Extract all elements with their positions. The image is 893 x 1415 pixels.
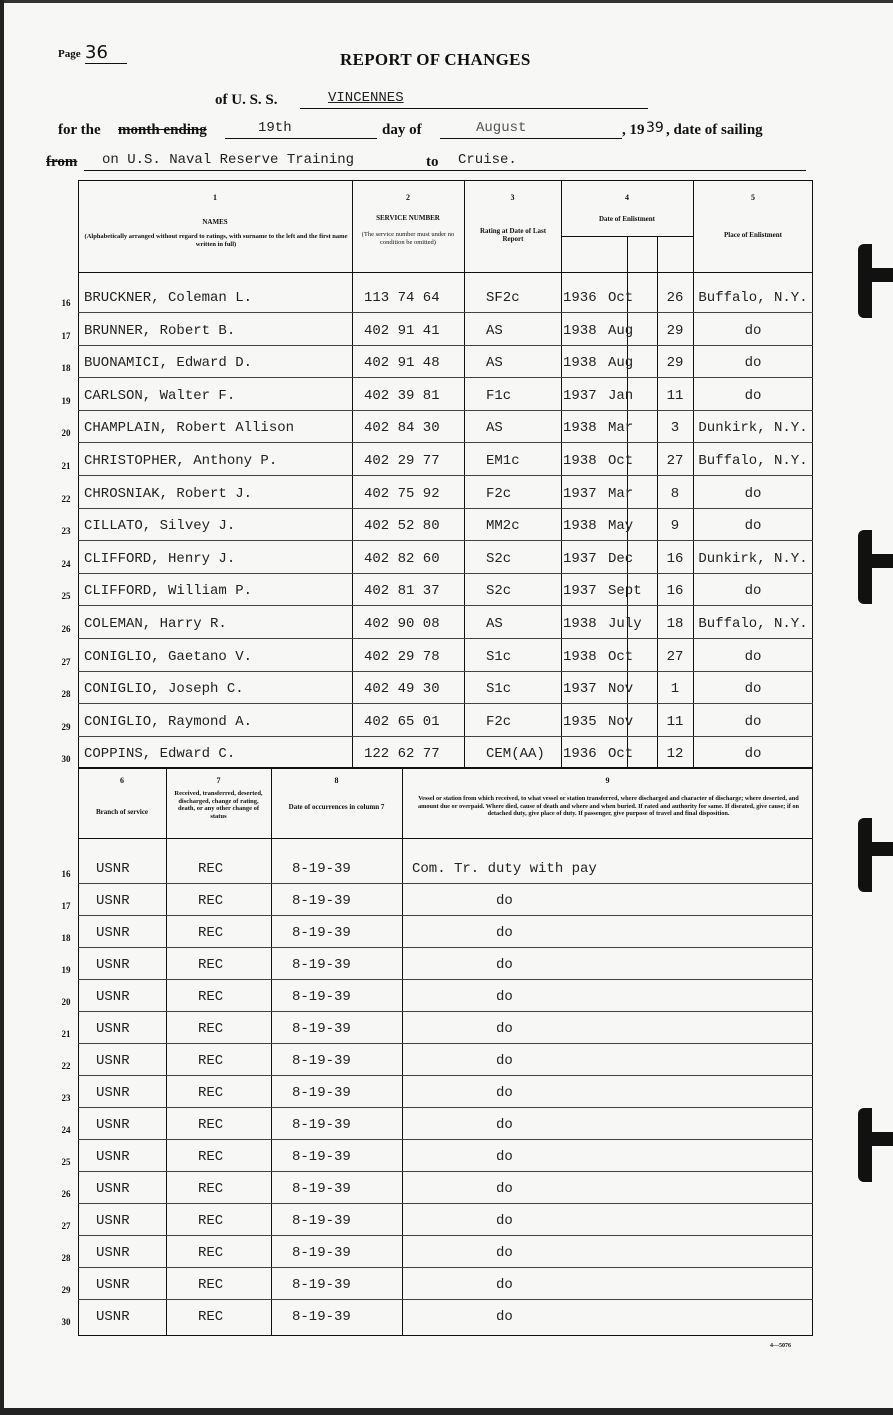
col8-title: Date of occurrences in column 7 [288,803,385,811]
enlist-day-cell: 27 [666,648,684,665]
service-number-cell: 113 74 64 [364,290,440,306]
voyage-line [84,170,806,171]
row-number: 30 [61,1317,71,1327]
service-number-cell: 402 52 80 [364,518,440,535]
branch-cell: USNR [96,1181,130,1197]
binder-tab-4-arm [870,1132,893,1146]
row-rule [78,703,813,704]
row-number: 21 [61,461,71,471]
of-uss-label: of U. S. S. [215,92,278,108]
remarks-cell: do [496,1117,513,1133]
row-number: 28 [61,689,71,700]
col2-title: SERVICE NUMBER [376,214,440,222]
row-number: 30 [61,754,71,765]
rating-cell: S1c [486,648,512,665]
remarks-cell: do [496,1309,513,1325]
enlist-year-cell: 1938 [563,648,597,665]
status-cell: REC [198,957,224,973]
enlist-day-cell: 16 [666,550,684,567]
month-ending-label: month ending [118,122,207,138]
upper-header-divider [78,272,813,273]
enlist-month-cell: Aug [608,322,634,339]
remarks-cell: do [496,1213,513,1229]
row-rule [78,638,813,639]
rating-cell: F2c [486,713,512,730]
scan-edge-left [0,0,4,1415]
place-cell: do [744,322,762,339]
branch-cell: USNR [96,1277,130,1293]
enlist-year-cell: 1938 [563,518,597,535]
ship-name: VINCENNES [328,90,404,106]
enlist-month-cell: May [608,518,634,535]
service-number-cell: 402 84 30 [364,420,440,437]
remarks-cell: Com. Tr. duty with pay [412,861,597,877]
col3-number: 3 [510,193,515,202]
place-cell: do [744,355,762,372]
row-rule [78,312,813,313]
row-rule [78,475,813,476]
rating-cell: MM2c [486,518,520,535]
service-number-cell: 402 39 81 [364,387,440,404]
rating-cell: AS [486,420,503,437]
col9-number: 9 [605,776,610,785]
occurrence-date-cell: 8-19-39 [292,1021,351,1037]
row-rule [78,345,813,346]
enlist-day-cell: 29 [666,322,684,339]
day-value: 19th [258,120,292,136]
enlist-month-cell: Nov [608,713,634,730]
rating-cell: S2c [486,550,512,567]
occurrence-date-cell: 8-19-39 [292,1245,351,1261]
status-cell: REC [198,925,224,941]
status-cell: REC [198,1149,224,1165]
rating-cell: SF2c [486,290,520,306]
col5-title: Place of Enlistment [724,231,782,239]
name-cell: BRUNNER, Robert B. [84,322,236,339]
remarks-cell: do [496,1277,513,1293]
col4-title: Date of Enlistment [599,215,655,223]
rating-cell: S2c [486,583,512,600]
row-rule [78,736,813,737]
row-number: 20 [61,997,71,1007]
col8-number: 8 [334,776,339,785]
enlist-day-cell: 11 [666,713,684,730]
rating-cell: S1c [486,681,512,698]
enlist-day-cell: 3 [670,420,680,437]
binder-tab-3-arm [870,842,893,856]
row-rule [78,540,813,541]
col2-subtitle: (The service number must under no condition be omitted) [361,231,455,246]
row-number: 24 [61,558,71,569]
col2-number: 2 [406,193,410,202]
upper-col-divider-5 [693,180,694,768]
row-number: 25 [61,1157,71,1167]
service-number-cell: 402 75 92 [364,485,440,502]
status-cell: REC [198,1117,224,1133]
row-rule [78,1075,813,1076]
page-number: 36 [85,42,127,64]
lower-col-divider-3 [402,768,403,1336]
rating-cell: CEM(AA) [486,746,545,763]
place-cell: Dunkirk, N.Y. [698,550,808,567]
enlist-day-cell: 29 [666,355,684,372]
place-cell: do [744,583,762,600]
occurrence-date-cell: 8-19-39 [292,1149,351,1165]
enlist-month-cell: Aug [608,355,634,372]
rating-cell: F2c [486,485,512,502]
col3-title: Rating at Date of Last Report [479,227,547,243]
service-number-cell: 402 29 77 [364,453,440,469]
place-cell: do [744,485,762,502]
name-cell: CHAMPLAIN, Robert Allison [84,420,295,437]
status-cell: REC [198,861,224,877]
place-cell: Dunkirk, N.Y. [698,420,808,437]
row-number: 20 [61,428,71,439]
branch-cell: USNR [96,1213,130,1229]
enlist-month-cell: Oct [608,453,634,469]
enlist-year-cell: 1937 [563,387,597,404]
row-number: 19 [61,965,71,975]
row-number: 18 [61,363,71,374]
occurrence-date-cell: 8-19-39 [292,925,351,941]
branch-cell: USNR [96,1245,130,1261]
status-cell: REC [198,1213,224,1229]
from-label: from [46,154,78,170]
month-value: August [476,120,527,136]
service-number-cell: 402 82 60 [364,550,440,567]
col7-number: 7 [216,776,221,785]
enlist-month-cell: Mar [608,420,634,437]
enlist-day-cell: 12 [666,746,684,763]
row-rule [78,442,813,443]
voyage-text: on U.S. Naval Reserve Training [102,152,355,168]
enlist-year-cell: 1936 [563,290,597,306]
status-cell: REC [198,1245,224,1261]
enlist-month-cell: Jan [608,387,634,404]
row-number: 22 [61,1061,71,1071]
status-cell: REC [198,1085,224,1101]
lower-col-divider-1 [166,768,167,1336]
enlist-month-cell: Oct [608,746,634,763]
branch-cell: USNR [96,1117,130,1133]
occurrence-date-cell: 8-19-39 [292,1309,351,1325]
row-number: 17 [61,901,71,911]
enlist-month-cell: Sept [608,583,642,600]
upper-col-divider-2 [464,180,465,768]
enlist-day-cell: 8 [670,485,680,502]
row-number: 19 [61,395,71,406]
col1-subtitle: (Alphabetically arranged without regard to ratings, with surname to the left and the first name written in full) [84,233,348,248]
row-rule [78,377,813,378]
col4-number: 4 [625,193,629,202]
name-cell: CONIGLIO, Raymond A. [84,713,253,730]
enlist-year-cell: 1937 [563,550,597,567]
scan-edge-bottom [0,1408,893,1415]
name-cell: CLIFFORD, Henry J. [84,550,236,567]
name-cell: COPPINS, Edward C. [84,746,236,763]
lower-table [78,768,813,1336]
row-number: 16 [61,298,71,308]
enlist-day-cell: 9 [670,518,680,535]
service-number-cell: 402 90 08 [364,616,440,632]
branch-cell: USNR [96,957,130,973]
occurrence-date-cell: 8-19-39 [292,1053,351,1069]
remarks-cell: do [496,1181,513,1197]
remarks-cell: do [496,893,513,909]
form-number: 4—5076 [770,1343,791,1349]
branch-cell: USNR [96,893,130,909]
row-number: 22 [61,493,71,504]
upper-col-divider-4b [657,236,658,768]
branch-cell: USNR [96,1149,130,1165]
rating-cell: AS [486,322,503,339]
place-cell: Buffalo, N.Y. [698,453,808,469]
row-rule [78,947,813,948]
row-number: 16 [61,869,71,879]
remarks-cell: do [496,1053,513,1069]
name-cell: CLIFFORD, William P. [84,583,253,600]
branch-cell: USNR [96,861,130,877]
date-of-sailing-label: , date of sailing [666,122,763,138]
name-cell: CHRISTOPHER, Anthony P. [84,453,278,469]
enlist-month-cell: Dec [608,550,634,567]
service-number-cell: 402 81 37 [364,583,440,600]
enlist-day-cell: 27 [666,453,684,469]
row-number: 25 [61,591,71,602]
row-rule [78,410,813,411]
service-number-cell: 402 49 30 [364,681,440,698]
ship-name-line [300,108,648,109]
enlist-year-cell: 1938 [563,322,597,339]
name-cell: BRUCKNER, Coleman L. [84,290,253,306]
occurrence-date-cell: 8-19-39 [292,893,351,909]
row-number: 29 [61,721,71,732]
row-rule [78,1203,813,1204]
row-rule [78,1267,813,1268]
enlist-year-cell: 1938 [563,420,597,437]
row-rule [78,1171,813,1172]
name-cell: CONIGLIO, Joseph C. [84,681,244,698]
remarks-cell: do [496,925,513,941]
row-number: 21 [61,1029,71,1039]
row-number: 26 [61,624,71,634]
remarks-cell: do [496,989,513,1005]
place-cell: do [744,713,762,730]
row-rule [78,605,813,606]
status-cell: REC [198,989,224,1005]
year-value: 39 [646,120,664,136]
row-number: 28 [61,1253,71,1263]
col9-title: Vessel or station from which received, to what vessel or station transferred, where discharged and character of discharge; where deserted, and amount due or overpaid. Where died, cause of death and where and when buried. If rated and authority for same. If disrated, give cause; if on detached duty, give place of duty. If passenger, give purpose of travel and final disposition. [417,795,800,817]
scan-edge-top [0,0,893,3]
enlist-year-cell: 1936 [563,746,597,763]
occurrence-date-cell: 8-19-39 [292,1085,351,1101]
col7-title: Received, transferred, deserted, discharged, change of rating, death, or any other change of status [174,790,263,820]
enlist-month-cell: July [608,616,642,632]
remarks-cell: do [496,1085,513,1101]
place-cell: do [744,387,762,404]
row-number: 29 [61,1285,71,1295]
row-rule [78,573,813,574]
status-cell: REC [198,1181,224,1197]
enlist-day-cell: 26 [666,290,684,306]
row-rule [78,671,813,672]
occurrence-date-cell: 8-19-39 [292,1181,351,1197]
row-rule [78,979,813,980]
row-number: 26 [61,1189,71,1199]
occurrence-date-cell: 8-19-39 [292,957,351,973]
name-cell: CONIGLIO, Gaetano V. [84,648,253,665]
branch-cell: USNR [96,1309,130,1325]
enlist-year-cell: 1937 [563,681,597,698]
col1-title: NAMES [202,218,228,226]
month-line [440,138,622,139]
report-title: REPORT OF CHANGES [340,50,531,69]
occurrence-date-cell: 8-19-39 [292,989,351,1005]
service-number-cell: 122 62 77 [364,746,440,763]
page-label: Page [58,48,81,60]
enlist-month-cell: Oct [608,290,634,306]
upper-table [78,180,813,768]
row-rule [78,1011,813,1012]
occurrence-date-cell: 8-19-39 [292,1277,351,1293]
row-rule [78,1235,813,1236]
status-cell: REC [198,1277,224,1293]
branch-cell: USNR [96,925,130,941]
row-number: 23 [61,526,71,537]
status-cell: REC [198,893,224,909]
branch-cell: USNR [96,1021,130,1037]
rating-cell: EM1c [486,453,520,469]
occurrence-date-cell: 8-19-39 [292,1117,351,1133]
row-number: 27 [61,1221,71,1231]
enlist-day-cell: 1 [670,681,680,698]
status-cell: REC [198,1053,224,1069]
name-cell: CILLATO, Silvey J. [84,518,236,535]
row-number: 27 [61,656,71,667]
col6-title: Branch of service [95,808,149,816]
remarks-cell: do [496,1245,513,1261]
occurrence-date-cell: 8-19-39 [292,861,351,877]
name-cell: CARLSON, Walter F. [84,387,236,404]
place-cell: do [744,518,762,535]
name-cell: BUONAMICI, Edward D. [84,355,253,372]
enlist-month-cell: Nov [608,681,634,698]
occurrence-date-cell: 8-19-39 [292,1213,351,1229]
rating-cell: F1c [486,387,512,404]
branch-cell: USNR [96,1085,130,1101]
to-label: to [426,154,439,170]
place-cell: do [744,648,762,665]
row-rule [78,915,813,916]
service-number-cell: 402 91 48 [364,355,440,372]
service-number-cell: 402 91 41 [364,322,440,339]
col1-number: 1 [213,193,217,202]
remarks-cell: do [496,1149,513,1165]
year-prefix: , 19 [622,122,645,138]
enlist-year-cell: 1938 [563,616,597,632]
upper-col-divider-3 [561,180,562,768]
enlist-month-cell: Oct [608,648,634,665]
col6-number: 6 [120,776,124,785]
day-of-label: day of [382,122,422,138]
place-cell: do [744,681,762,698]
row-number: 18 [61,933,71,943]
branch-cell: USNR [96,989,130,1005]
row-rule [78,508,813,509]
col5-number: 5 [751,193,755,202]
status-cell: REC [198,1021,224,1037]
row-rule [78,1107,813,1108]
service-number-cell: 402 65 01 [364,713,440,730]
row-number: 17 [61,330,71,341]
row-rule [78,1139,813,1140]
for-the-label: for the [58,122,101,138]
enlistment-subheader-line [561,236,693,237]
enlist-year-cell: 1937 [563,485,597,502]
place-cell: do [744,746,762,763]
row-number: 23 [61,1093,71,1103]
row-rule [78,1043,813,1044]
name-cell: COLEMAN, Harry R. [84,616,227,632]
enlist-year-cell: 1938 [563,453,597,469]
enlist-day-cell: 18 [666,616,684,632]
branch-cell: USNR [96,1053,130,1069]
row-number: 24 [61,1125,71,1135]
lower-header-divider [78,838,813,839]
remarks-cell: do [496,1021,513,1037]
enlist-year-cell: 1938 [563,355,597,372]
place-cell: Buffalo, N.Y. [698,290,808,306]
upper-col-divider-1 [352,180,353,768]
status-cell: REC [198,1309,224,1325]
rating-cell: AS [486,355,503,372]
day-line [225,138,377,139]
voyage-end: Cruise. [458,152,517,168]
row-rule [78,883,813,884]
rating-cell: AS [486,616,503,632]
enlist-month-cell: Mar [608,485,634,502]
place-cell: Buffalo, N.Y. [698,616,808,632]
lower-col-divider-2 [271,768,272,1336]
enlist-year-cell: 1937 [563,583,597,600]
remarks-cell: do [496,957,513,973]
service-number-cell: 402 29 78 [364,648,440,665]
binder-tab-2-arm [870,554,893,568]
enlist-day-cell: 11 [666,387,684,404]
name-cell: CHROSNIAK, Robert J. [84,485,253,502]
row-rule [78,1299,813,1300]
enlist-year-cell: 1935 [563,713,597,730]
enlist-day-cell: 16 [666,583,684,600]
binder-tab-1-arm [870,268,893,282]
